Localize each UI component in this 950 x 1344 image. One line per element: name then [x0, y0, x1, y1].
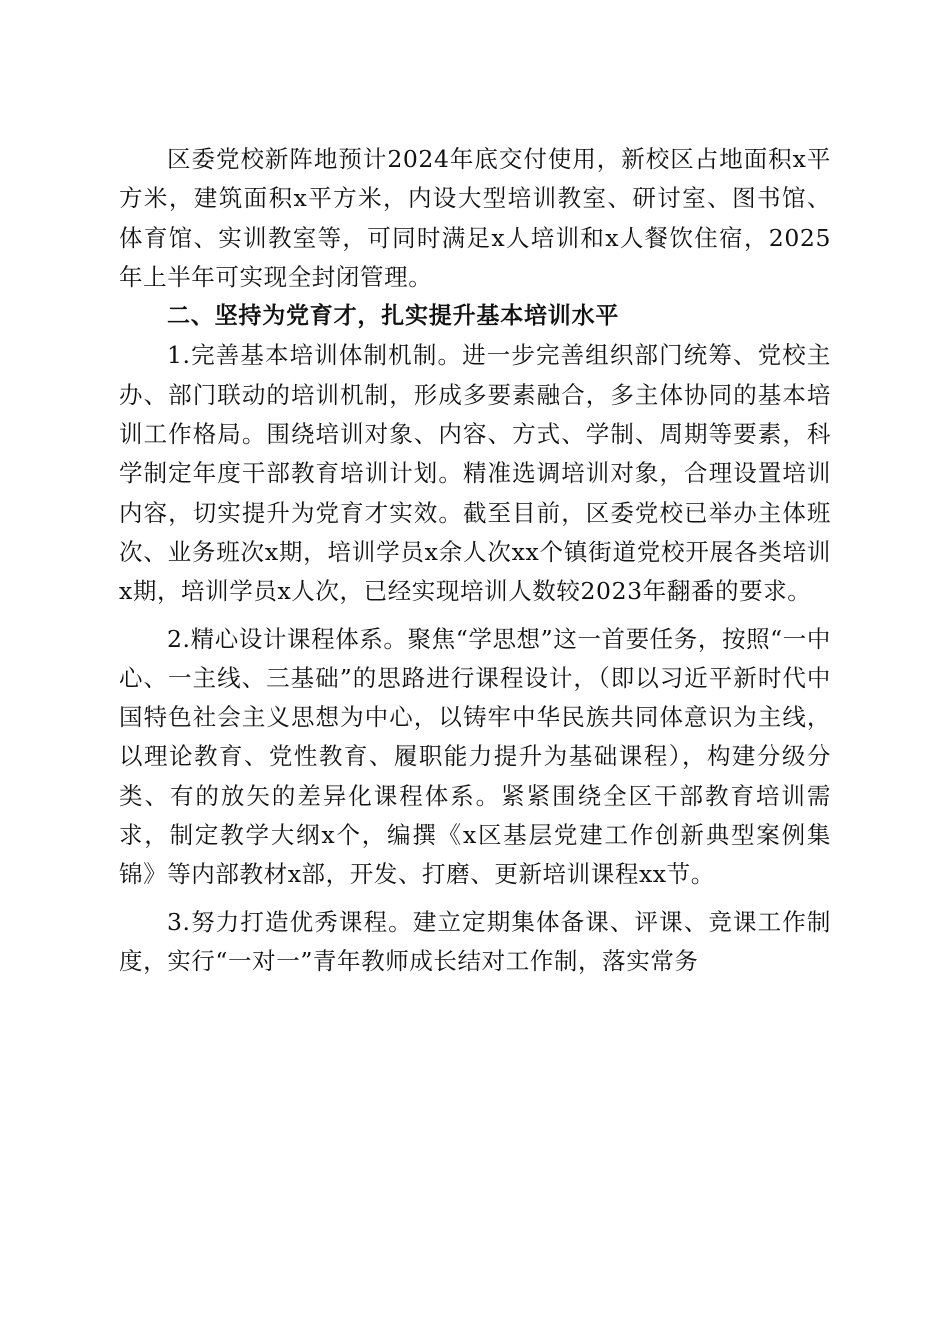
- paragraph-training-mechanism: 1.完善基本培训体制机制。进一步完善组织部门统筹、党校主办、部门联动的培训机制，形成多要素融合，多主体协同的基本培训工作格局。围绕培训对象、内容、方式、学制、周期等要素，科学制定年度干部教育培训计划。精准选调培训对象，合理设置培训内容，切实提升为党育才实效。截至目前，区委党校已举办主体班次、业务班次x期，培训学员x余人次xx个镇街道党校开展各类培训x期，培训学员x人次，已经实现培训人数较2023年翻番的要求。: [119, 341, 831, 606]
- paragraph-excellent-courses: 3.努力打造优秀课程。建立定期集体备课、评课、竞课工作制度，实行“一对一”青年教师成长结对工作制，落实常务: [119, 907, 831, 975]
- intro-paragraph: 区委党校新阵地预计2024年底交付使用，新校区占地面积x平方米，建筑面积x平方米，内设大型培训教室、研讨室、图书馆、体育馆、实训教室等，可同时满足x人培训和x人餐饮住宿，2025年上半年可实现全封闭管理。: [119, 145, 831, 291]
- document-body: [119, 140, 831, 981]
- section-heading: 二、坚持为党育才，扎实提升基本培训水平: [167, 303, 620, 330]
- paragraph-curriculum-design: 2.精心设计课程体系。聚焦“学思想”这一首要任务，按照“一中心、一主线、三基础”的思路进行课程设计，（即以习近平新时代中国特色社会主义思想为中心，以铸牢中华民族共同体意识为主线，以理论教育、党性教育、履职能力提升为基础课程），构建分级分类、有的放矢的差异化课程体系。紧紧围绕全区干部教育培训需求，制定教学大纲x个，编撰《x区基层党建工作创新典型案例集锦》等内部教材x部，开发、打磨、更新培训课程xx节。: [119, 624, 831, 889]
